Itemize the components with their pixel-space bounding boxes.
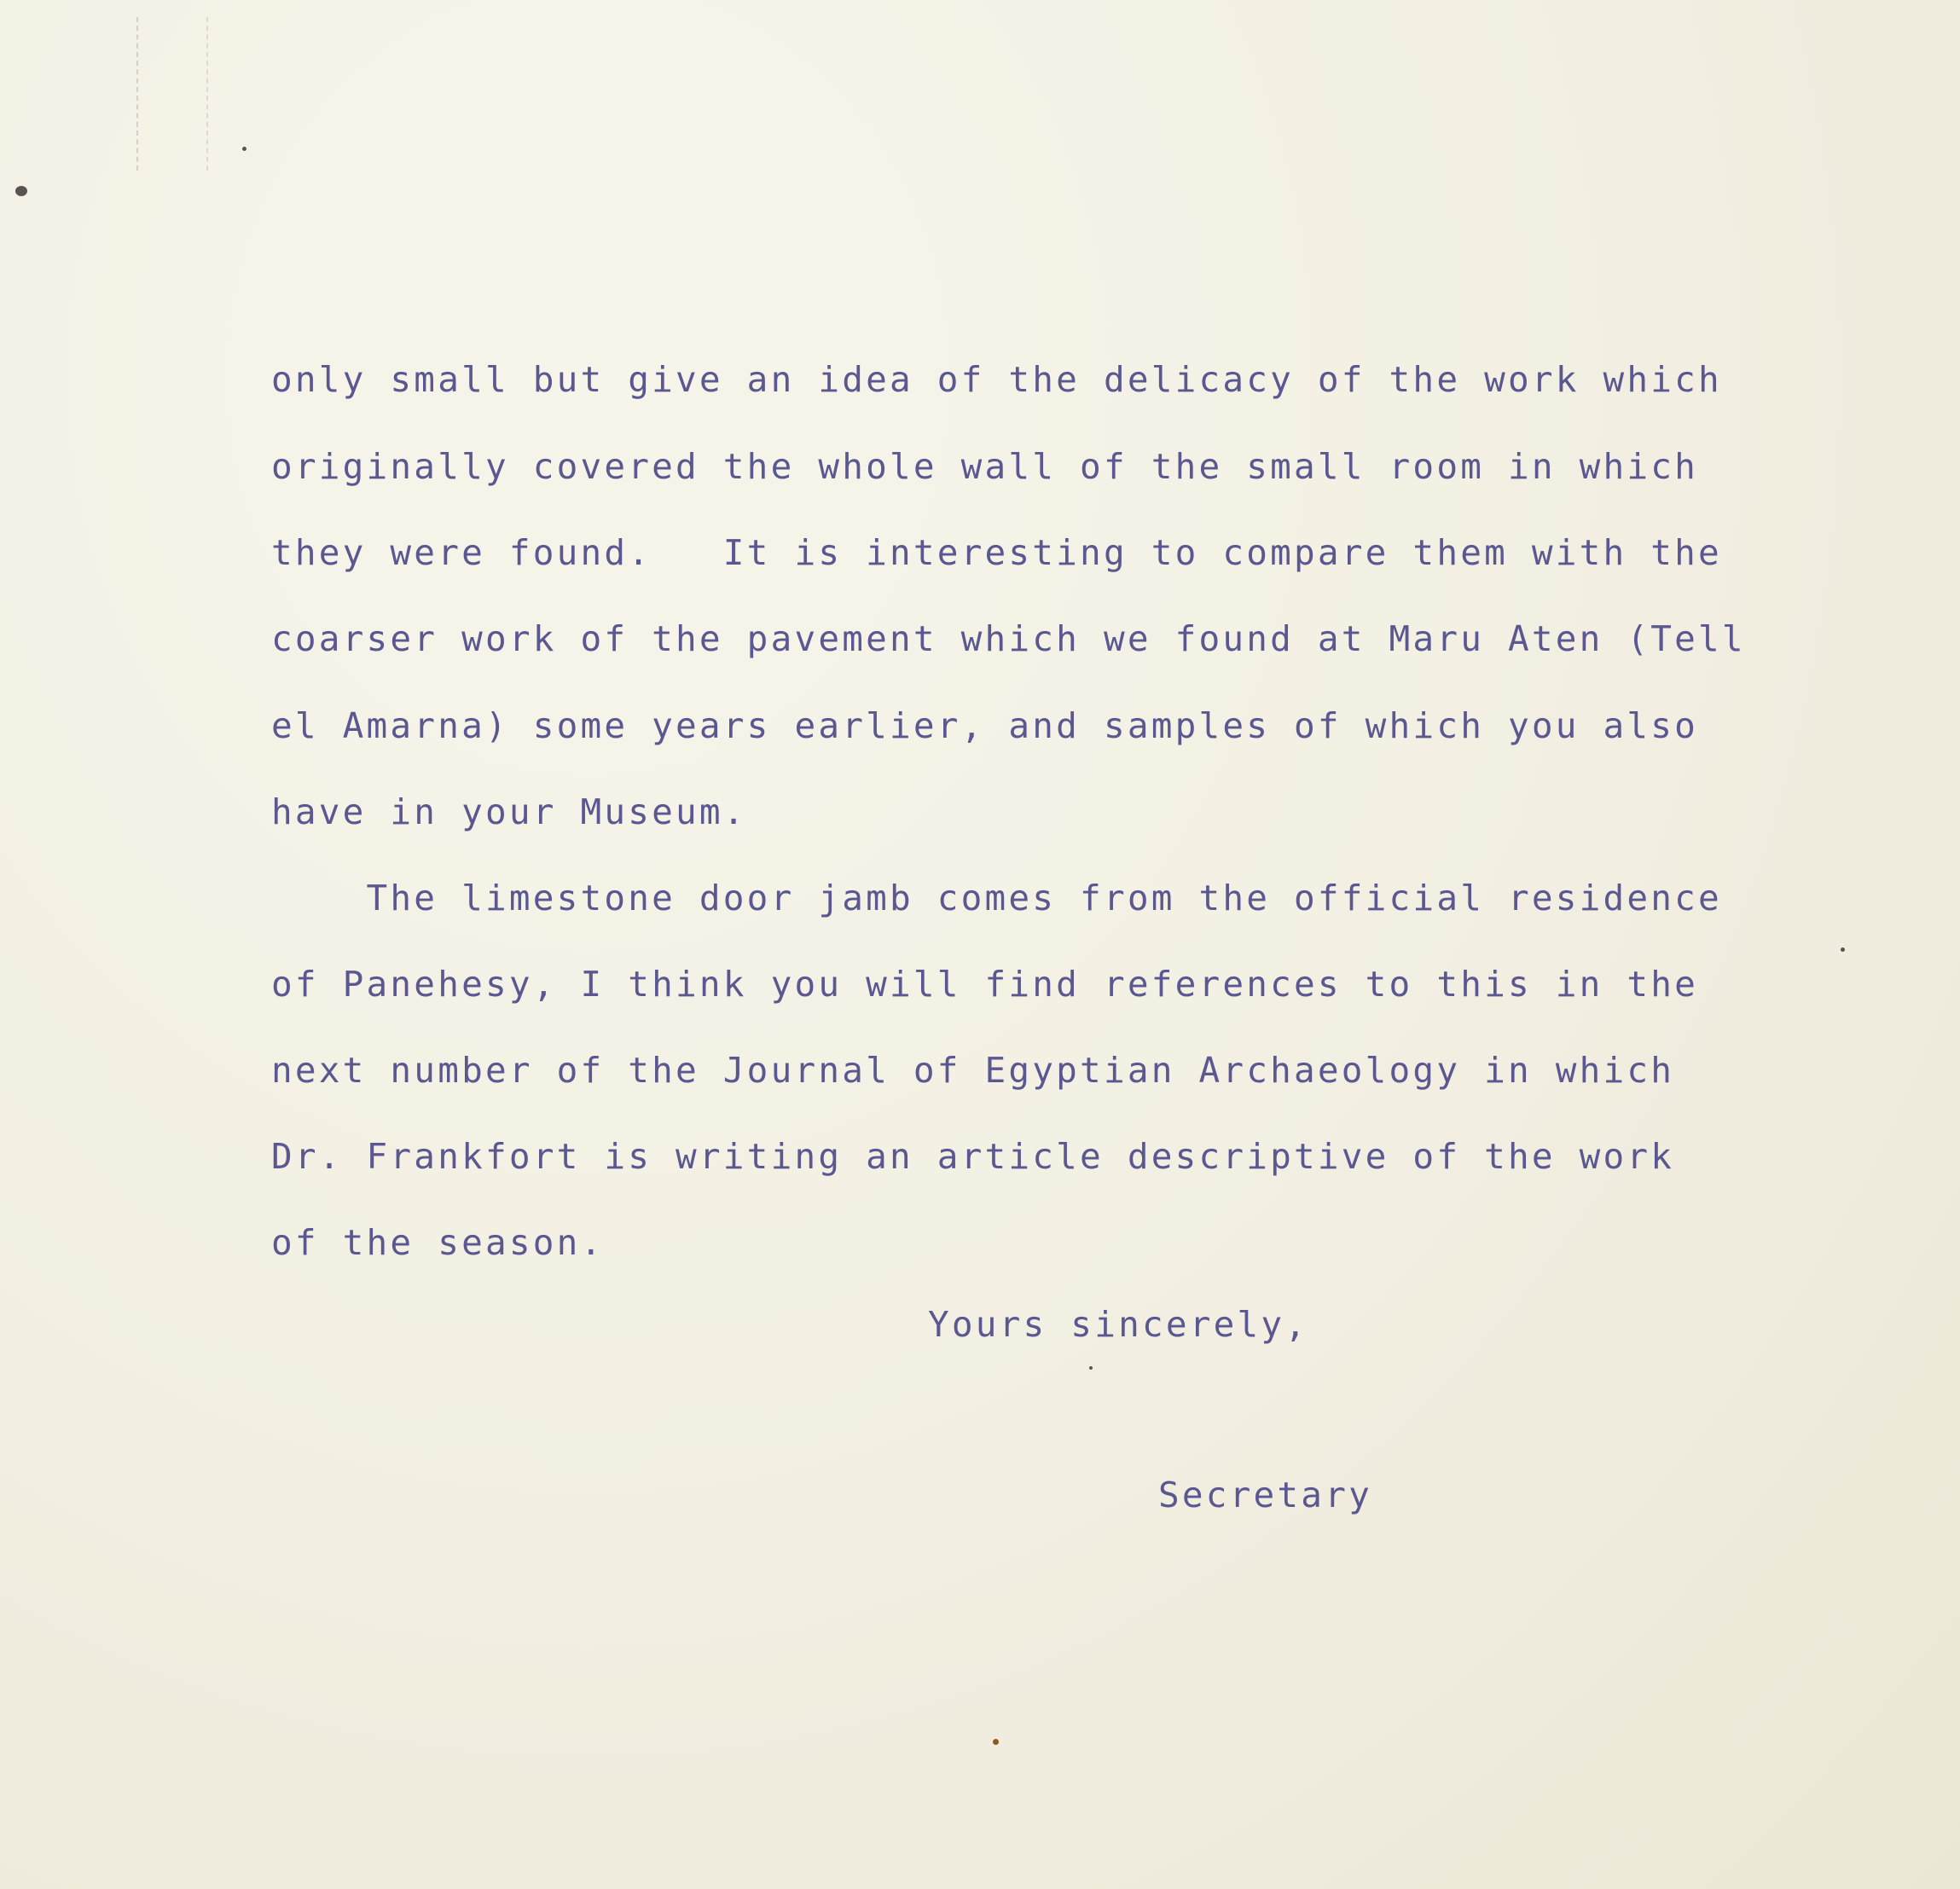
letter-line-5: el Amarna) some years earlier, and samples of which you also xyxy=(271,705,1699,746)
paper-fold-mark xyxy=(136,17,208,171)
letter-closing: Yours sincerely, xyxy=(928,1304,1309,1345)
ink-speck xyxy=(1089,1366,1093,1370)
ink-speck xyxy=(1841,947,1845,952)
ink-speck xyxy=(993,1739,999,1745)
letter-line-1: only small but give an idea of the delicacy of the work which xyxy=(271,359,1722,400)
letter-line-9: next number of the Journal of Egyptian Archaeology in which xyxy=(271,1050,1675,1091)
letter-signature: Secretary xyxy=(1158,1475,1372,1515)
ink-speck xyxy=(242,147,246,151)
letter-line-7: The limestone door jamb comes from the official residence xyxy=(271,878,1722,918)
letter-line-2: originally covered the whole wall of the small room in which xyxy=(271,446,1699,487)
letter-line-10: Dr. Frankfort is writing an article descriptive of the work xyxy=(271,1136,1675,1177)
letter-line-6: have in your Museum. xyxy=(271,791,747,832)
ink-speck xyxy=(15,186,27,196)
letter-line-11: of the season. xyxy=(271,1222,605,1263)
letter-line-8: of Panehesy, I think you will find references to this in the xyxy=(271,964,1699,1005)
letter-line-4: coarser work of the pavement which we found at Maru Aten (Tell xyxy=(271,618,1746,659)
letter-line-3: they were found. It is interesting to compare them with the xyxy=(271,532,1722,573)
